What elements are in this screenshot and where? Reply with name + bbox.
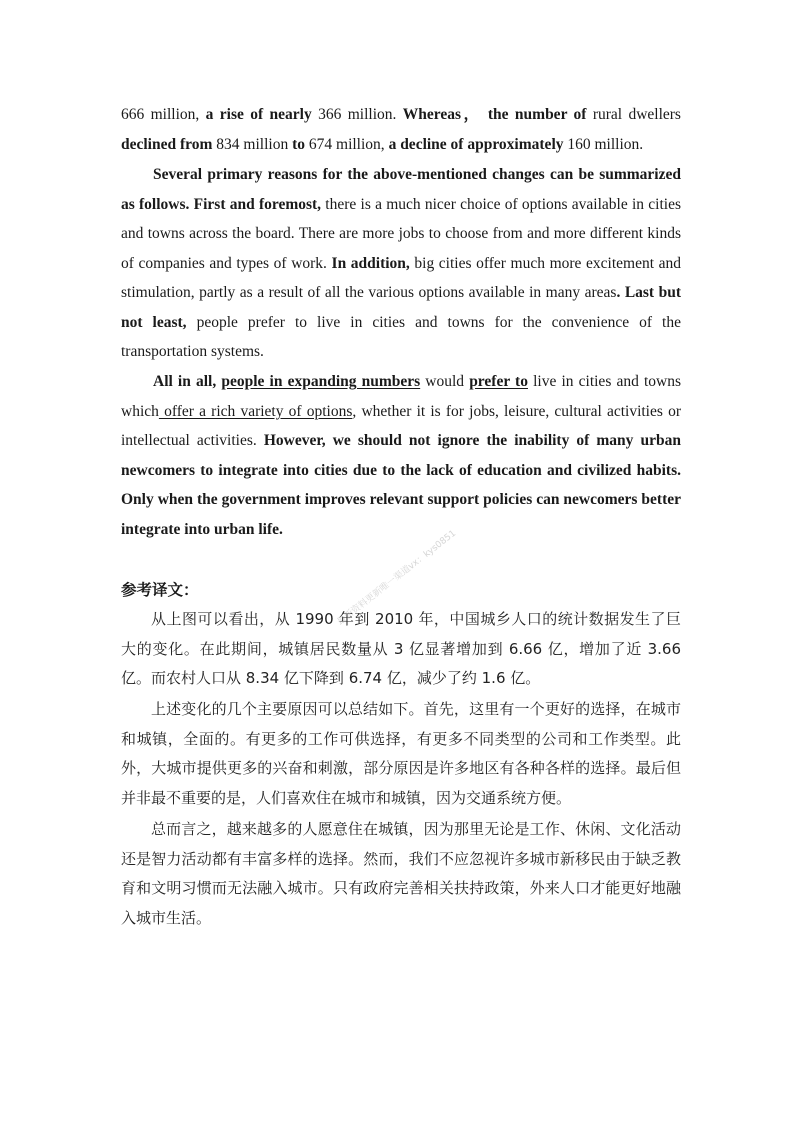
translation-text: 从上图可以看出，从 1990 年到 2010 年，中国城乡人口的统计数据发生了巨大的变化。在此期间，城镇居民数量从 3 亿显著增加到 6.66 亿，增加了近 3.66 亿。而农村人口从 8.34 亿下降到 6.74 亿，减少了约 1.6 亿。: [121, 610, 681, 687]
translation-text: 上述变化的几个主要原因可以总结如下。首先，这里有一个更好的选择，在城市和城镇，全面的。有更多的工作可供选择，有更多不同类型的公司和工作类型。此外，大城市提供更多的兴奋和刺激，部分原因是许多地区有各种各样的选择。最后但并非最不重要的是，人们喜欢住在城市和城镇，因为交通系统方便。: [121, 700, 681, 807]
text: 674 million,: [305, 135, 389, 153]
underlined-bold-text: prefer to: [469, 373, 528, 390]
translation-text: 总而言之，越来越多的人愿意住在城镇，因为那里无论是工作、休闲、文化活动还是智力活动都有丰富多样的选择。然而，我们不应忽视许多城市新移民由于缺乏教育和文明习惯而无法融入城市。只有政府完善相关扶持政策，外来人口才能更好地融入城市生活。: [121, 820, 681, 927]
text: rural dwellers: [586, 106, 681, 123]
text: 666 million,: [121, 106, 206, 123]
text: big cities offer much more excitement and stimulation, partly as a result of all the various options available in many areas: [121, 254, 681, 301]
text: live in cities and towns which: [121, 373, 682, 420]
bold-text: All in all,: [153, 373, 222, 390]
bold-text: Whereas， the number of: [402, 106, 587, 123]
text: 834 million: [212, 135, 293, 153]
text: 160 million.: [563, 135, 644, 153]
underlined-text: offer a rich variety of options: [158, 402, 353, 420]
text: would: [420, 373, 470, 390]
essay-paragraph-1: [121, 100, 681, 159]
bold-text: to: [292, 135, 306, 153]
bold-text: However, we should not ignore the inability of many urban newcomers to integrate into cities due to the lack of education and civilized habits. Only when the government improves relevant support policies can newcomers better integrate into urban life.: [121, 432, 681, 538]
bold-text: a decline of approximately: [388, 135, 564, 153]
watermark-text: 最新资料更新唯一渠道vx：kys0851: [335, 528, 459, 628]
bold-text: . Last but not least,: [121, 284, 682, 331]
translation-heading: 参考译文：: [121, 581, 199, 599]
bold-text: a rise of nearly: [205, 106, 312, 123]
underlined-bold-text: people in expanding numbers: [221, 373, 421, 390]
text: , whether it is for jobs, leisure, cultural activities or intellectual activities.: [121, 402, 681, 449]
translation-paragraph-3: [121, 815, 681, 933]
watermark: [330, 505, 490, 635]
text: people prefer to live in cities and towns for the convenience of the transportation systems.: [121, 313, 681, 360]
translation-paragraph-2: [121, 695, 681, 813]
essay-paragraph-2: [121, 160, 681, 367]
bold-text: Several primary reasons for the above-mentioned changes can be summarized as follows. First and foremost,: [121, 166, 681, 213]
bold-text: In addition,: [331, 254, 410, 272]
text: there is a much nicer choice of options available in cities and towns across the board. There are more jobs to choose from and more different kinds of companies and types of work.: [121, 195, 681, 272]
text: 366 million.: [311, 106, 403, 123]
bold-text: declined from: [121, 135, 213, 153]
